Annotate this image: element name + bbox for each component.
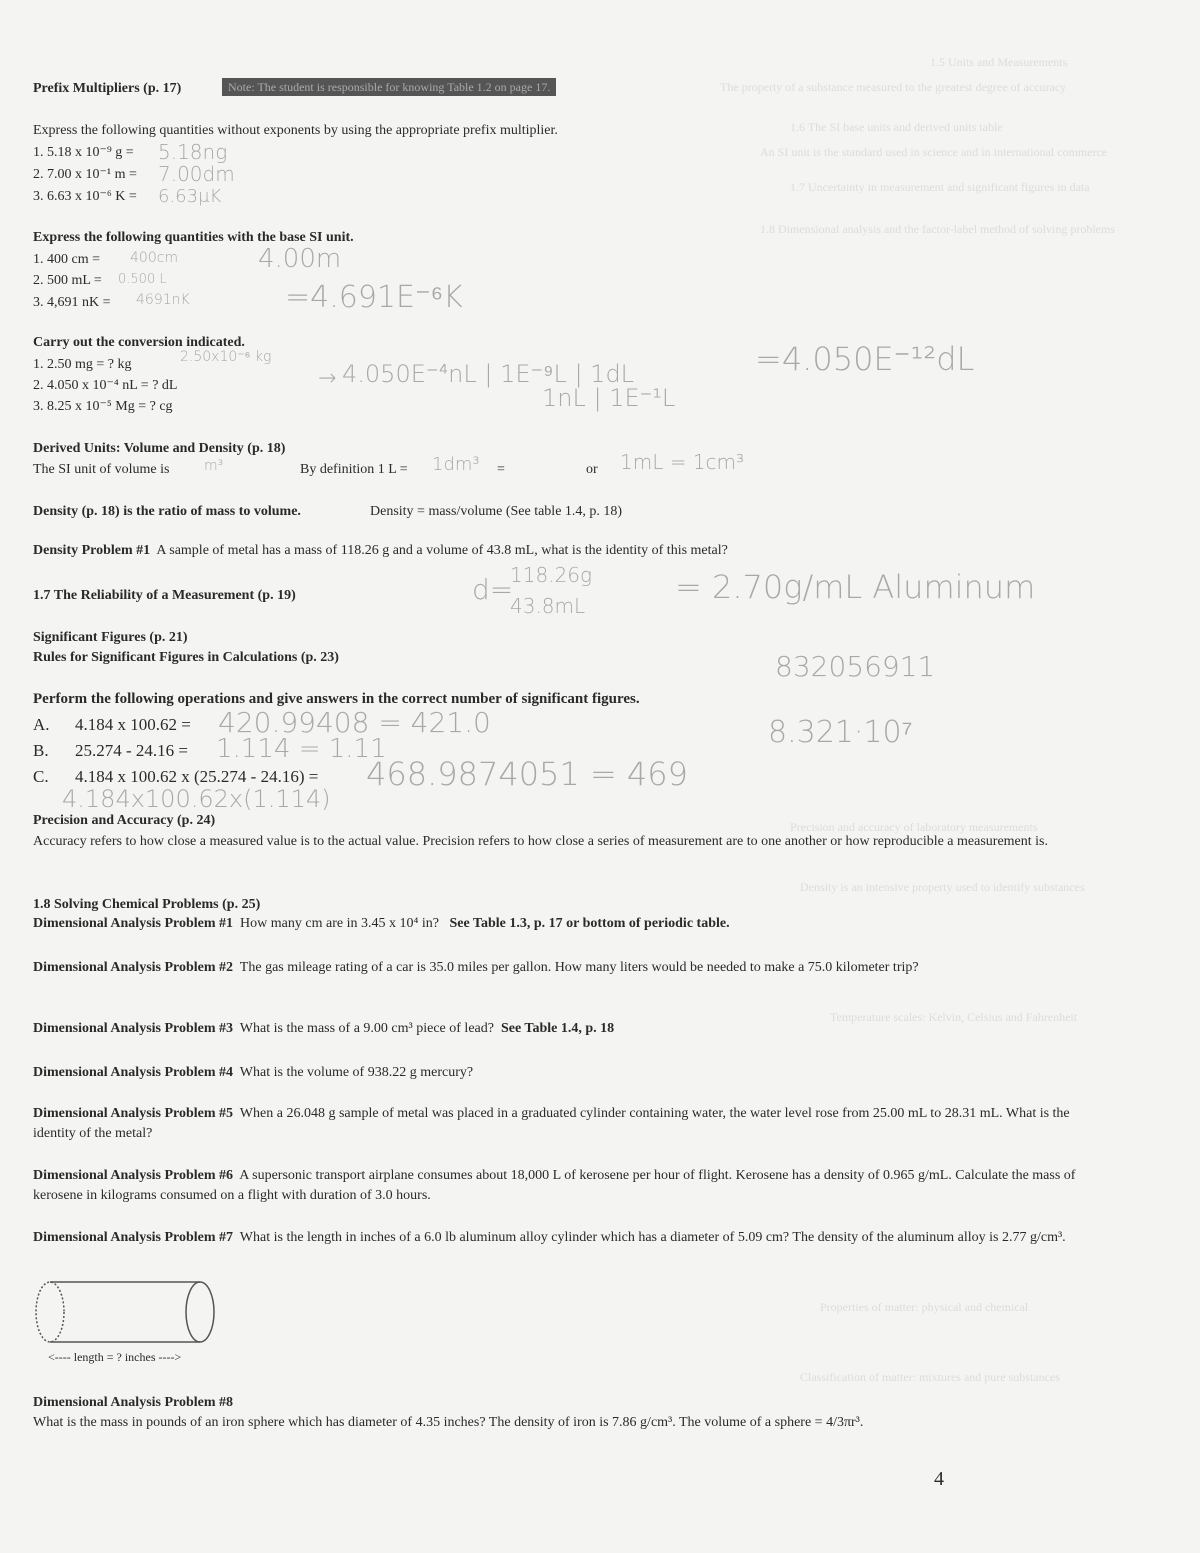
cylinder-right-end <box>186 1282 214 1342</box>
problem-5 <box>33 1104 1113 1144</box>
bleed-line: Properties of matter: physical and chemical <box>820 1300 1029 1314</box>
bleed-line: An SI unit is the standard used in science and in international commerce <box>760 145 1108 159</box>
handwritten-work: d= <box>472 573 514 606</box>
page-number: 4 <box>934 1468 944 1490</box>
bleed-line: Precision and accuracy of laboratory measurements <box>790 820 1038 834</box>
conversion-item-3: 3. 8.25 x 10⁻⁵ Mg = ? cg <box>33 399 173 414</box>
bleed-line: 1.5 Units and Measurements <box>930 55 1068 69</box>
si-volume-text: The SI unit of volume is <box>33 462 170 477</box>
handwritten-answer: 0.500 L <box>118 272 167 287</box>
arrow-glyph: → <box>318 366 337 391</box>
bleed-line: The property of a substance measured to the greatest degree of accuracy <box>720 80 1067 94</box>
handwritten-work: 118.26g <box>510 563 592 587</box>
handwritten-answer: 4.00m <box>258 244 342 274</box>
precision-text: Accuracy refers to how close a measured value is to the actual value. Precision refers to how close a series of measurement are to one another or how reproducible a measurement is. <box>33 834 1048 849</box>
problem-label: Dimensional Analysis Problem #2 <box>33 960 234 975</box>
bleed-line: 1.6 The SI base units and derived units table <box>790 120 1003 134</box>
operation-b-letter: B. <box>33 741 49 760</box>
base-si-item-2: 2. 500 mL = <box>33 273 102 288</box>
problem-label: Dimensional Analysis Problem #5 <box>33 1106 234 1121</box>
operation-b-expr: 25.274 - 24.16 = <box>75 741 188 760</box>
problem-text: When a 26.048 g sample of metal was placed in a graduated cylinder containing water, the water level rose from 25.00 mL to 28.31 mL. What is the identity of the metal? <box>33 1106 1070 1141</box>
base-si-instruction: Express the following quantities with the base SI unit. <box>33 230 354 245</box>
handwritten-work: 8.321·10⁷ <box>768 715 913 750</box>
handwritten-work: 4.050E⁻⁴nL | 1E⁻⁹L | 1dL <box>342 360 635 388</box>
handwritten-answer: =4.691E⁻⁶K <box>285 280 463 315</box>
handwritten-answer: =4.050E⁻¹²dL <box>755 340 975 378</box>
handwritten-answer: 468.9874051 = 469 <box>366 755 688 793</box>
problem-3 <box>33 1020 614 1038</box>
handwritten-work: 4.184x100.62x(1.114) <box>62 785 331 813</box>
problem-6 <box>33 1166 1123 1206</box>
handwritten-answer: m³ <box>204 458 224 474</box>
problem-reference: See Table 1.3, p. 17 or bottom of periodic table. <box>449 916 730 931</box>
problem-1 <box>33 915 730 933</box>
bleed-line: 1.8 Dimensional analysis and the factor-label method of solving problems <box>760 222 1116 236</box>
problem-8-text: What is the mass in pounds of an iron sphere which has diameter of 4.35 inches? The density of iron is 7.86 g/cm³. The volume of a sphere = 4/3πr³. <box>33 1415 864 1430</box>
problem-label: Dimensional Analysis Problem #4 <box>33 1065 234 1080</box>
bleed-line: 1.7 Uncertainty in measurement and significant figures in data <box>790 180 1090 194</box>
density-problem <box>33 542 728 560</box>
section-title-derived: Derived Units: Volume and Density (p. 18) <box>33 441 286 456</box>
operation-c-expr: 4.184 x 100.62 x (25.274 - 24.16) = <box>75 767 319 786</box>
prefix-instruction: Express the following quantities without exponents by using the appropriate prefix multiplier. <box>33 123 558 138</box>
bleed-line: Temperature scales: Kelvin, Celsius and Fahrenheit <box>830 1010 1078 1024</box>
prefix-item-1: 1. 5.18 x 10⁻⁹ g = <box>33 145 134 160</box>
problem-text: What is the volume of 938.22 g mercury? <box>239 1065 474 1080</box>
operation-a-expr: 4.184 x 100.62 = <box>75 715 191 734</box>
section-title-sigfigs: Significant Figures (p. 21) <box>33 630 188 645</box>
handwritten-answer: 1.114 = 1.11 <box>216 734 387 764</box>
handwritten-answer: 1mL = 1cm³ <box>620 450 745 474</box>
density-problem-label: Density Problem #1 <box>33 543 151 558</box>
problem-label: Dimensional Analysis Problem #1 <box>33 916 234 931</box>
problem-label: Dimensional Analysis Problem #3 <box>33 1021 234 1036</box>
or-text: or <box>586 462 598 477</box>
problem-reference: See Table 1.4, p. 18 <box>500 1021 615 1036</box>
density-problem-text: A sample of metal has a mass of 118.26 g and a volume of 43.8 mL, what is the identity of this metal? <box>156 543 728 558</box>
problem-7 <box>33 1228 1103 1248</box>
density-definition <box>33 503 301 521</box>
problem-label: Dimensional Analysis Problem #7 <box>33 1230 234 1245</box>
cylinder-left-end <box>36 1282 64 1342</box>
section-title-precision: Precision and Accuracy (p. 24) <box>33 813 216 828</box>
handwritten-answer: 420.99408 = 421.0 <box>218 706 491 739</box>
handwritten-work: 4691nK <box>136 292 190 308</box>
handwritten-answer: 5.18ng <box>158 140 228 164</box>
operation-c-letter: C. <box>33 767 49 786</box>
conversion-item-1: 1. 2.50 mg = ? kg <box>33 357 132 372</box>
cylinder-length-label: <---- length = ? inches ----> <box>48 1350 182 1364</box>
density-definition-text: Density (p. 18) is the ratio of mass to volume. <box>33 504 301 519</box>
handwritten-answer: = 2.70g/mL Aluminum <box>675 568 1036 606</box>
conversion-item-2: 2. 4.050 x 10⁻⁴ nL = ? dL <box>33 378 178 393</box>
section-title-reliability: 1.7 The Reliability of a Measurement (p. 19) <box>33 588 296 603</box>
bleed-line: Density is an intensive property used to identify substances <box>800 880 1085 894</box>
prefix-item-3: 3. 6.63 x 10⁻⁶ K = <box>33 189 137 204</box>
section-title-sigfig-rules: Rules for Significant Figures in Calculations (p. 23) <box>33 650 339 665</box>
definition-text: By definition 1 L = <box>300 462 408 477</box>
operations-instruction: Perform the following operations and give answers in the correct number of significant figures. <box>33 691 640 707</box>
note-banner: Note: The student is responsible for knowing Table 1.2 on page 17. <box>222 78 556 96</box>
handwritten-answer: 7.00dm <box>158 162 235 186</box>
handwritten-work: 43.8mL <box>510 594 586 618</box>
problem-2 <box>33 958 1093 978</box>
section-title-solving: 1.8 Solving Chemical Problems (p. 25) <box>33 897 261 912</box>
problem-text: A supersonic transport airplane consumes about 18,000 L of kerosene per hour of flight. Kerosene has a density of 0.965 g/mL. Calculate the mass of kerosene in kilograms consumed on a flight with duration of 3.0 hours. <box>33 1168 1076 1203</box>
problem-text: What is the length in inches of a 6.0 lb aluminum alloy cylinder which has a diameter of 5.09 cm? The density of the aluminum alloy is 2.77 g/cm³. <box>239 1230 1066 1245</box>
problem-label: Dimensional Analysis Problem #6 <box>33 1168 234 1183</box>
equals-sign: = <box>497 462 505 477</box>
handwritten-answer: 2.50x10⁻⁶ kg <box>180 349 272 365</box>
base-si-item-1: 1. 400 cm = <box>33 252 100 267</box>
problem-text: How many cm are in 3.45 x 10⁴ in? <box>240 916 439 931</box>
base-si-item-3: 3. 4,691 nK = <box>33 295 111 310</box>
handwritten-answer: 6.63μK <box>158 186 222 207</box>
handwritten-work: 1nL | 1E⁻¹L <box>542 384 676 412</box>
handwritten-work: 832056911 <box>775 650 936 683</box>
problem-4 <box>33 1064 473 1082</box>
bleed-line: Classification of matter: mixtures and pure substances <box>800 1370 1060 1384</box>
conversion-instruction: Carry out the conversion indicated. <box>33 335 245 350</box>
problem-text: The gas mileage rating of a car is 35.0 miles per gallon. How many liters would be needed to make a 75.0 kilometer trip? <box>239 960 919 975</box>
operation-a-letter: A. <box>33 715 50 734</box>
problem-8-label: Dimensional Analysis Problem #8 <box>33 1395 234 1410</box>
problem-text: What is the mass of a 9.00 cm³ piece of lead? <box>239 1021 494 1036</box>
prefix-item-2: 2. 7.00 x 10⁻¹ m = <box>33 167 137 182</box>
handwritten-work: 400cm <box>130 250 179 266</box>
section-title-prefix: Prefix Multipliers (p. 17) <box>33 81 182 96</box>
density-formula: Density = mass/volume (See table 1.4, p. 18) <box>370 504 623 519</box>
handwritten-answer: 1dm³ <box>432 454 480 475</box>
